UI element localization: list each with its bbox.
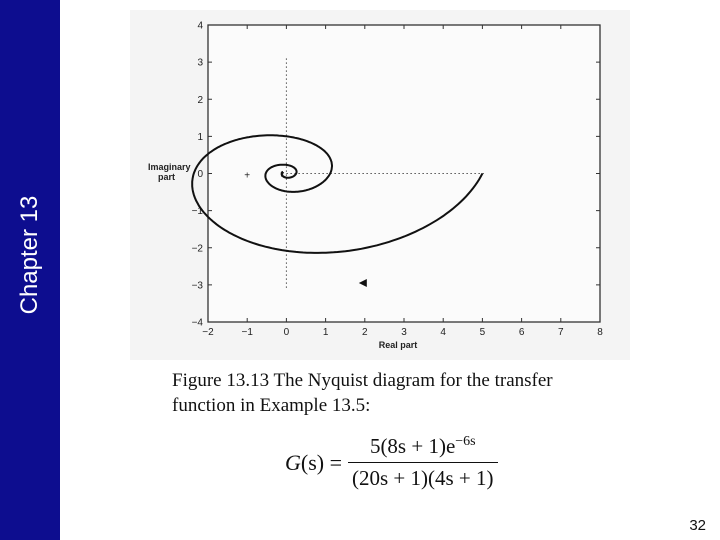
figure-caption xyxy=(172,368,672,418)
fraction-bar xyxy=(348,462,498,463)
page-number: 32 xyxy=(689,517,706,534)
formula-lhs-argument: (s) = xyxy=(300,449,343,475)
y-tick-label: −3 xyxy=(191,280,203,292)
transfer-function-formula xyxy=(285,425,498,500)
x-tick-label: 5 xyxy=(479,327,486,338)
x-tick-label: 8 xyxy=(597,327,603,338)
caption-line-1: Figure 13.13 The Nyquist diagram for the transfer xyxy=(172,370,553,391)
formula-numerator: $5(8s + 1)e^{-6s}$ xyxy=(369,434,476,458)
x-tick-label: 4 xyxy=(440,327,446,338)
x-tick-label: 1 xyxy=(322,327,329,338)
y-tick-label: 2 xyxy=(197,94,203,106)
y-tick-label: −2 xyxy=(191,243,203,255)
y-tick-label: −4 xyxy=(191,317,203,329)
chapter-sidebar xyxy=(0,0,60,540)
formula-lhs-symbol: G xyxy=(285,449,301,475)
x-tick-label: −1 xyxy=(241,327,253,338)
formula-lhs xyxy=(285,450,342,476)
y-axis-label-line2: part xyxy=(158,172,176,182)
critical-point-marker: + xyxy=(244,170,251,182)
formula-exponent: −6s xyxy=(455,434,476,449)
x-tick-label: 3 xyxy=(401,327,407,338)
formula-denominator: (20s + 1)(4s + 1) xyxy=(352,466,494,490)
chapter-label: Chapter 13 xyxy=(16,195,43,315)
x-tick-label: 2 xyxy=(362,327,368,338)
y-tick-label: 3 xyxy=(197,57,203,69)
x-axis-label: Real part xyxy=(378,340,418,350)
y-tick-label: 1 xyxy=(197,131,203,143)
y-axis-label-line1: Imaginary xyxy=(148,162,191,172)
y-tick-label: 4 xyxy=(197,20,203,32)
formula-fraction xyxy=(348,434,498,491)
nyquist-plot xyxy=(130,10,630,360)
caption-line-2: function in Example 13.5: xyxy=(172,395,371,416)
x-tick-label: 7 xyxy=(558,327,564,338)
x-tick-label: 6 xyxy=(518,327,525,338)
y-tick-label: 0 xyxy=(197,169,203,180)
x-tick-label: 0 xyxy=(283,327,290,338)
x-tick-label: −2 xyxy=(202,327,214,338)
y-tick-label: −1 xyxy=(191,206,203,218)
